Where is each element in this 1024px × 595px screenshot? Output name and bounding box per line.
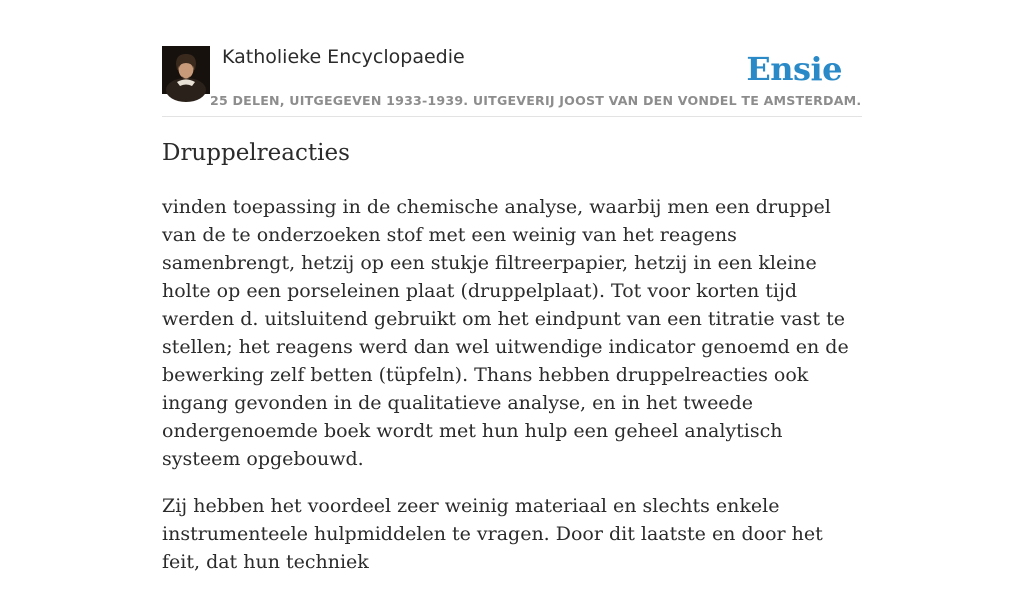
- source-header: [162, 46, 862, 117]
- entry-paragraph: Zij hebben het voordeel zeer weinig materiaal en slechts enkele instrumenteele hulpmiddelen te vragen. Door dit laatste en door het feit, dat hun techniek: [162, 495, 823, 573]
- source-name[interactable]: Katholieke Encyclopaedie: [222, 46, 465, 68]
- entry-body: [162, 193, 862, 595]
- entry-paragraph: vinden toepassing in de chemische analyse, waarbij men een druppel van de te onderzoeken stof met een weinig van het reagens samenbrengt, hetzij op een stukje filtreerpapier, hetzij in een kleine holte op een porseleinen plaat (druppelplaat). Tot voor korten tijd werden d. uitsluitend gebruikt om het eindpunt van een titratie vast te stellen; het reagens werd dan wel uitwendige indicator genoemd en de bewerking zelf betten (tüpfeln). Thans hebben druppelreacties ook ingang gevonden in de qualitatieve analyse, en in het tweede ondergenoemde boek wordt met hun hulp een geheel analytisch systeem opgebouwd.: [162, 196, 849, 470]
- portrait-avatar-icon[interactable]: [162, 46, 210, 94]
- entry-title: Druppelreacties: [162, 140, 350, 166]
- source-subtitle: 25 DELEN, UITGEGEVEN 1933-1939. UITGEVERIJ JOOST VAN DEN VONDEL TE AMSTERDAM.: [210, 93, 862, 108]
- ensie-logo[interactable]: Ensie: [746, 50, 842, 88]
